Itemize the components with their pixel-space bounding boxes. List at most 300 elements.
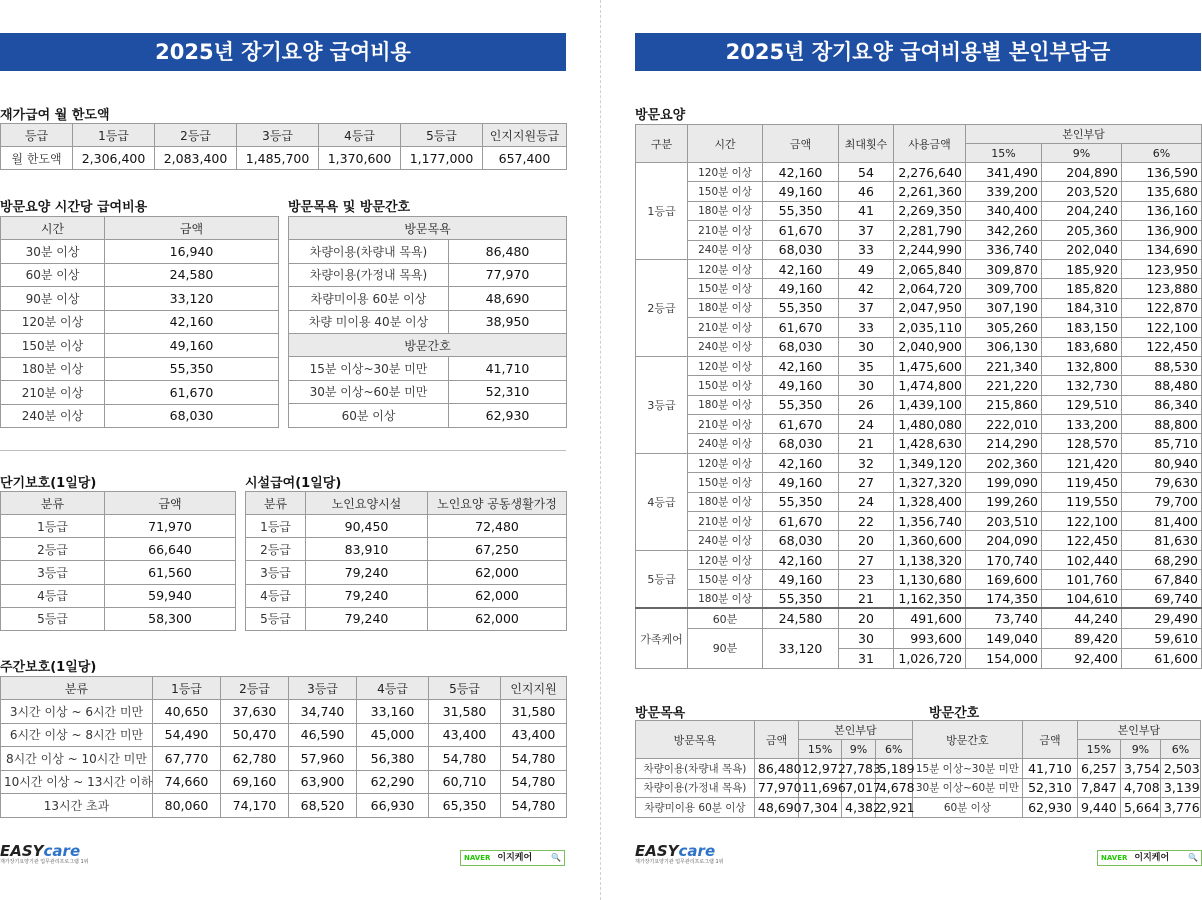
table-cell: 20 (839, 608, 894, 628)
copay-header: 본인부담 (966, 125, 1202, 144)
table-row (636, 608, 1202, 628)
table-cell: 199,260 (966, 492, 1042, 511)
table-cell: 222,010 (966, 415, 1042, 434)
table-cell: 49,160 (763, 182, 839, 201)
table-cell: 41,710 (1023, 759, 1078, 779)
table-row (1, 310, 279, 334)
table-row (246, 561, 567, 584)
table-header-row (636, 721, 1201, 740)
column-header: 인지지원 (501, 677, 567, 700)
table-cell: 2등급 (246, 538, 306, 561)
table-row (636, 356, 1202, 375)
table-cell: 491,600 (894, 608, 966, 628)
table-cell: 60분 이상 (289, 404, 449, 428)
table-row (1, 404, 279, 428)
table-row (636, 628, 1202, 648)
table-cell: 1,428,630 (894, 434, 966, 453)
table-cell: 185,920 (1042, 259, 1122, 278)
table-cell: 24,580 (105, 263, 279, 287)
column-header: 4등급 (319, 124, 401, 147)
table-cell: 42,160 (763, 550, 839, 569)
day-care-table (0, 676, 567, 818)
column-header: 등급 (1, 124, 73, 147)
column-header: 9% (842, 740, 876, 759)
table-cell: 46,590 (289, 723, 357, 747)
table-cell: 1,138,320 (894, 550, 966, 569)
column-header: 2등급 (155, 124, 237, 147)
table-row (1, 700, 567, 724)
table-cell: 2,064,720 (894, 279, 966, 298)
column-header: 금액 (105, 492, 236, 515)
table-cell: 차량이용(차량내 목욕) (289, 240, 449, 264)
table-cell: 101,760 (1042, 570, 1122, 589)
table-cell: 62,000 (428, 607, 567, 630)
table-cell: 27 (839, 550, 894, 569)
visit-copay-table (635, 124, 1202, 669)
monthly-limit-table (0, 123, 567, 170)
column-header: 6% (1160, 740, 1200, 759)
table-row (1, 723, 567, 747)
table-cell: 13시간 초과 (1, 794, 153, 818)
table-cell: 5,664 (1120, 798, 1160, 818)
table-cell: 122,100 (1122, 318, 1202, 337)
table-cell: 3,754 (1120, 759, 1160, 779)
short-term-table (0, 491, 236, 631)
table-cell: 202,360 (966, 453, 1042, 472)
copay-header: 본인부담 (799, 721, 913, 740)
table-cell: 180분 이상 (688, 492, 763, 511)
table-cell: 170,740 (966, 550, 1042, 569)
table-cell: 203,510 (966, 512, 1042, 531)
search-text-right: 이지케어 (1134, 853, 1170, 863)
table-cell: 45,000 (357, 723, 429, 747)
table-cell: 21 (839, 589, 894, 608)
table-cell: 21 (839, 434, 894, 453)
table-row (636, 182, 1202, 201)
table-cell: 61,670 (763, 318, 839, 337)
table-cell: 54,780 (501, 770, 567, 794)
table-cell: 132,730 (1042, 376, 1122, 395)
table-header-row (1, 217, 279, 240)
table-row (636, 550, 1202, 569)
table-cell: 60분 이상 (1, 263, 105, 287)
column-header: 방문목욕 (636, 721, 755, 759)
table-row (289, 263, 567, 287)
table-cell: 66,640 (105, 538, 236, 561)
table-cell: 2,040,900 (894, 337, 966, 356)
table-cell: 240분 이상 (688, 337, 763, 356)
column-header: 사용금액 (894, 125, 966, 163)
search-icon-right[interactable]: 🔍 (1188, 853, 1198, 862)
table-cell: 81,400 (1122, 512, 1202, 531)
copay-header: 본인부담 (1077, 721, 1200, 740)
table-row (636, 798, 1201, 818)
table-cell: 184,310 (1042, 298, 1122, 317)
table-cell: 2,269,350 (894, 201, 966, 220)
table-cell: 221,220 (966, 376, 1042, 395)
naver-label: NAVER (461, 851, 493, 865)
table-cell: 2,047,950 (894, 298, 966, 317)
table-cell: 122,450 (1042, 531, 1122, 550)
table-cell: 24,580 (763, 608, 839, 628)
table-cell: 58,300 (105, 607, 236, 630)
column-header: 3등급 (237, 124, 319, 147)
table-row (289, 404, 567, 428)
table-cell: 1,485,700 (237, 147, 319, 170)
table-cell: 68,030 (105, 404, 279, 428)
table-cell: 80,940 (1122, 453, 1202, 472)
column-header: 노인요양시설 (306, 492, 428, 515)
table-cell: 43,400 (501, 723, 567, 747)
table-cell: 66,930 (357, 794, 429, 818)
table-row (1, 240, 279, 264)
table-cell: 120분 이상 (1, 310, 105, 334)
column-header: 5등급 (401, 124, 483, 147)
table-cell: 61,670 (763, 221, 839, 240)
table-header-row (246, 492, 567, 515)
column-header: 방문간호 (912, 721, 1022, 759)
table-cell: 74,170 (221, 794, 289, 818)
table-cell: 42,160 (763, 453, 839, 472)
table-cell: 49 (839, 259, 894, 278)
left-divider (0, 450, 566, 451)
table-cell: 136,900 (1122, 221, 1202, 240)
table-cell: 차량이용(가정내 목욕) (636, 778, 755, 798)
visit-copay-heading: 방문요양 (635, 108, 686, 123)
table-cell: 33 (839, 240, 894, 259)
table-row (1, 334, 279, 358)
table-cell: 180분 이상 (688, 395, 763, 414)
column-header: 6% (1122, 144, 1202, 163)
table-cell: 62,000 (428, 584, 567, 607)
right-title-banner: 2025년 장기요양 급여비용별 본인부담금 (635, 33, 1201, 71)
table-cell: 104,610 (1042, 589, 1122, 608)
table-cell: 15분 이상~30분 미만 (912, 759, 1022, 779)
table-row (636, 279, 1202, 298)
table-cell: 342,260 (966, 221, 1042, 240)
table-cell: 55,350 (763, 298, 839, 317)
table-cell: 46 (839, 182, 894, 201)
naver-search-box[interactable] (460, 850, 565, 866)
table-cell: 1,026,720 (894, 648, 966, 668)
table-cell: 183,150 (1042, 318, 1122, 337)
column-header: 구분 (636, 125, 688, 163)
table-cell: 27 (839, 473, 894, 492)
table-cell: 55,350 (763, 492, 839, 511)
table-cell: 306,130 (966, 337, 1042, 356)
table-cell: 1등급 (246, 515, 306, 538)
table-cell: 월 한도액 (1, 147, 73, 170)
nurse-copay-heading: 방문간호 (929, 706, 980, 721)
table-cell: 68,520 (289, 794, 357, 818)
table-cell: 72,480 (428, 515, 567, 538)
table-cell: 135,680 (1122, 182, 1202, 201)
table-cell: 37,630 (221, 700, 289, 724)
table-cell: 33 (839, 318, 894, 337)
table-cell: 336,740 (966, 240, 1042, 259)
table-row (246, 584, 567, 607)
column-header: 인지지원등급 (483, 124, 567, 147)
table-cell: 305,260 (966, 318, 1042, 337)
table-cell: 128,570 (1042, 434, 1122, 453)
facility-heading: 시설급여(1일당) (245, 476, 342, 491)
table-cell: 33,160 (357, 700, 429, 724)
table-cell: 214,290 (966, 434, 1042, 453)
table-cell: 69,740 (1122, 589, 1202, 608)
column-header: 시간 (1, 217, 105, 240)
table-cell: 123,950 (1122, 259, 1202, 278)
bath-nurse-copay-table (635, 720, 1201, 818)
table-cell: 79,240 (306, 607, 428, 630)
grade-label: 1등급 (636, 163, 688, 260)
grade-label: 5등급 (636, 550, 688, 608)
table-cell: 340,400 (966, 201, 1042, 220)
table-cell: 57,960 (289, 747, 357, 771)
table-cell: 52,310 (1023, 778, 1078, 798)
table-cell: 3,139 (1160, 778, 1200, 798)
table-row (1, 747, 567, 771)
table-cell: 7,847 (1077, 778, 1120, 798)
column-header: 분류 (1, 677, 153, 700)
table-cell: 7,017 (842, 778, 876, 798)
table-cell: 77,970 (754, 778, 798, 798)
column-header: 15% (966, 144, 1042, 163)
table-cell: 81,630 (1122, 531, 1202, 550)
table-cell: 77,970 (449, 263, 567, 287)
table-cell: 11,696 (799, 778, 842, 798)
table-cell: 180분 이상 (688, 201, 763, 220)
table-cell: 56,380 (357, 747, 429, 771)
table-header-row (636, 125, 1202, 144)
table-cell: 62,780 (221, 747, 289, 771)
table-cell: 4등급 (1, 584, 105, 607)
table-row (1, 357, 279, 381)
table-cell: 210분 이상 (688, 221, 763, 240)
table-cell: 30 (839, 628, 894, 648)
table-cell: 59,940 (105, 584, 236, 607)
table-cell: 24 (839, 415, 894, 434)
table-row (246, 538, 567, 561)
table-cell: 10시간 이상 ~ 13시간 이하 (1, 770, 153, 794)
table-cell: 61,670 (105, 381, 279, 405)
naver-label-right: NAVER (1098, 851, 1130, 865)
column-header: 4등급 (357, 677, 429, 700)
table-row (246, 515, 567, 538)
table-cell: 23 (839, 570, 894, 589)
table-cell: 210분 이상 (688, 415, 763, 434)
column-header: 금액 (763, 125, 839, 163)
table-cell: 61,670 (763, 512, 839, 531)
monthly-limit-heading: 재가급여 월 한도액 (0, 108, 110, 123)
table-cell: 120분 이상 (688, 356, 763, 375)
right-page (600, 0, 1201, 900)
logo-tagline-right: 재가장기요양기관 업무관리프로그램 1위 (635, 859, 724, 865)
table-cell: 31,580 (501, 700, 567, 724)
table-cell: 49,160 (763, 376, 839, 395)
logo-tagline: 재가장기요양기관 업무관리프로그램 1위 (0, 859, 89, 865)
table-cell: 183,680 (1042, 337, 1122, 356)
table-cell: 30 (839, 337, 894, 356)
table-cell: 122,100 (1042, 512, 1122, 531)
table-row (636, 318, 1202, 337)
table-cell: 199,090 (966, 473, 1042, 492)
table-cell: 61,560 (105, 561, 236, 584)
table-cell: 1,327,320 (894, 473, 966, 492)
table-cell: 185,820 (1042, 279, 1122, 298)
day-care-heading: 주간보호(1일당) (0, 660, 97, 675)
table-row (636, 337, 1202, 356)
table-row (636, 163, 1202, 182)
bath-subheader: 방문목욕 (289, 217, 567, 240)
table-cell: 2,306,400 (73, 147, 155, 170)
table-cell: 54,490 (153, 723, 221, 747)
table-row (1, 538, 236, 561)
table-cell: 차량미이용 60분 이상 (636, 798, 755, 818)
table-cell: 31 (839, 648, 894, 668)
table-cell: 61,600 (1122, 648, 1202, 668)
table-cell: 67,770 (153, 747, 221, 771)
table-row (636, 201, 1202, 220)
column-header: 2등급 (221, 677, 289, 700)
short-term-heading: 단기보호(1일당) (0, 476, 97, 491)
naver-search-box-right[interactable] (1097, 850, 1202, 866)
table-cell: 215,860 (966, 395, 1042, 414)
table-cell: 5등급 (1, 607, 105, 630)
table-cell: 35 (839, 356, 894, 375)
table-cell: 38,950 (449, 310, 567, 334)
table-cell: 44,240 (1042, 608, 1122, 628)
table-cell: 68,290 (1122, 550, 1202, 569)
table-cell: 993,600 (894, 628, 966, 648)
table-cell: 8시간 이상 ~ 10시간 미만 (1, 747, 153, 771)
table-header-row (1, 492, 236, 515)
table-cell: 54,780 (501, 794, 567, 818)
table-cell: 79,240 (306, 584, 428, 607)
column-header: 9% (1120, 740, 1160, 759)
column-header: 15% (1077, 740, 1120, 759)
column-header: 시간 (688, 125, 763, 163)
table-cell: 134,690 (1122, 240, 1202, 259)
table-cell: 174,350 (966, 589, 1042, 608)
table-cell: 49,160 (105, 334, 279, 358)
table-cell: 89,420 (1042, 628, 1122, 648)
table-cell: 차량이용(가정내 목욕) (289, 263, 449, 287)
table-cell: 1,162,350 (894, 589, 966, 608)
facility-table (245, 491, 567, 631)
column-header: 1등급 (73, 124, 155, 147)
grade-label: 2등급 (636, 259, 688, 356)
column-header: 15% (799, 740, 842, 759)
table-cell: 1,370,600 (319, 147, 401, 170)
table-cell: 1,130,680 (894, 570, 966, 589)
table-cell: 1,349,120 (894, 453, 966, 472)
table-cell: 42,160 (105, 310, 279, 334)
bath-nurse-table (288, 216, 567, 428)
table-cell: 50,470 (221, 723, 289, 747)
table-cell: 2,503 (1160, 759, 1200, 779)
table-cell: 65,350 (429, 794, 501, 818)
table-cell: 307,190 (966, 298, 1042, 317)
table-cell: 73,740 (966, 608, 1042, 628)
table-cell: 30 (839, 376, 894, 395)
table-cell: 122,450 (1122, 337, 1202, 356)
table-cell: 15분 이상~30분 미만 (289, 357, 449, 381)
table-cell: 132,800 (1042, 356, 1122, 375)
table-cell: 150분 이상 (688, 182, 763, 201)
table-row (636, 221, 1202, 240)
table-cell: 92,400 (1042, 648, 1122, 668)
table-row (636, 240, 1202, 259)
table-cell: 55,350 (763, 201, 839, 220)
table-row (636, 589, 1202, 608)
section-header-row (289, 334, 567, 357)
table-cell: 88,800 (1122, 415, 1202, 434)
table-cell: 119,450 (1042, 473, 1122, 492)
column-header: 분류 (1, 492, 105, 515)
table-cell: 4,708 (1120, 778, 1160, 798)
table-cell: 69,160 (221, 770, 289, 794)
table-cell: 54 (839, 163, 894, 182)
table-cell: 7,783 (842, 759, 876, 779)
table-cell: 4등급 (246, 584, 306, 607)
table-cell: 79,240 (306, 561, 428, 584)
table-cell: 60,710 (429, 770, 501, 794)
table-cell: 90,450 (306, 515, 428, 538)
table-row (636, 298, 1202, 317)
table-cell: 86,480 (754, 759, 798, 779)
visit-care-heading: 방문요양 시간당 급여비용 (0, 200, 148, 215)
table-row (246, 607, 567, 630)
table-cell: 68,030 (763, 531, 839, 550)
table-cell: 차량미이용 60분 이상 (289, 287, 449, 311)
table-cell: 150분 이상 (688, 279, 763, 298)
table-cell: 59,610 (1122, 628, 1202, 648)
table-row (289, 357, 567, 381)
table-cell: 180분 이상 (688, 589, 763, 608)
column-header: 3등급 (289, 677, 357, 700)
table-cell: 60분 이상 (912, 798, 1022, 818)
table-cell: 32 (839, 453, 894, 472)
table-cell: 49,160 (763, 473, 839, 492)
table-cell: 86,340 (1122, 395, 1202, 414)
table-cell: 2,083,400 (155, 147, 237, 170)
table-cell: 123,880 (1122, 279, 1202, 298)
table-row (1, 561, 236, 584)
table-cell: 67,250 (428, 538, 567, 561)
table-cell: 204,890 (1042, 163, 1122, 182)
table-cell: 62,290 (357, 770, 429, 794)
table-cell: 5,189 (875, 759, 912, 779)
table-row (289, 287, 567, 311)
table-cell: 203,520 (1042, 182, 1122, 201)
column-header: 금액 (105, 217, 279, 240)
table-cell: 3시간 이상 ~ 6시간 미만 (1, 700, 153, 724)
table-cell: 150분 이상 (688, 473, 763, 492)
table-cell: 2등급 (1, 538, 105, 561)
table-cell: 31,580 (429, 700, 501, 724)
table-cell: 154,000 (966, 648, 1042, 668)
search-icon[interactable]: 🔍 (551, 853, 561, 862)
table-cell: 차량이용(차량내 목욕) (636, 759, 755, 779)
grade-label: 4등급 (636, 453, 688, 550)
table-cell: 48,690 (754, 798, 798, 818)
table-cell: 42 (839, 279, 894, 298)
table-cell: 210분 이상 (1, 381, 105, 405)
table-cell: 240분 이상 (688, 531, 763, 550)
table-row (1, 287, 279, 311)
table-cell: 240분 이상 (688, 434, 763, 453)
table-cell: 657,400 (483, 147, 567, 170)
